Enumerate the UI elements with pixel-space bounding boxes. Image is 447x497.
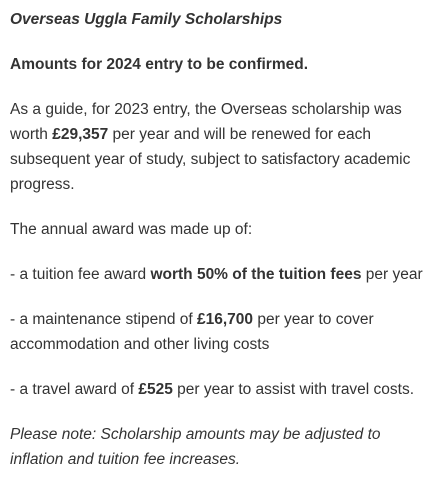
tuition-amount: worth 50% of the tuition fees <box>150 266 362 283</box>
maintenance-item <box>10 307 437 357</box>
maintenance-amount: £16,700 <box>196 311 254 328</box>
guide-text-before: As a guide, for 2023 entry, the Overseas scholarship was worth <box>10 101 402 143</box>
tuition-item <box>10 262 437 287</box>
tuition-text-before: - a tuition fee award <box>10 266 151 283</box>
maintenance-text-after: per year to cover accommodation and other living costs <box>10 311 374 353</box>
maintenance-text-before: - a maintenance stipend of <box>10 311 197 328</box>
guide-text-after: per year and will be renewed for each subsequent year of study, subject to satisfactory academic progress. <box>10 126 411 193</box>
travel-text-before: - a travel award of <box>10 381 139 398</box>
entry-subtitle: Amounts for 2024 entry to be confirmed. <box>10 56 308 73</box>
scholarship-title: Overseas Uggla Family Scholarships <box>10 11 283 28</box>
scholarship-amount: £29,357 <box>52 126 109 143</box>
award-intro: The annual award was made up of: <box>10 221 253 238</box>
travel-text-after: per year to assist with travel costs. <box>172 381 415 398</box>
travel-item <box>10 377 437 402</box>
travel-amount: £525 <box>138 381 173 398</box>
adjustment-note: Please note: Scholarship amounts may be adjusted to inflation and tuition fee increases. <box>10 426 381 468</box>
guide-paragraph <box>10 97 437 197</box>
tuition-text-after: per year <box>361 266 423 283</box>
